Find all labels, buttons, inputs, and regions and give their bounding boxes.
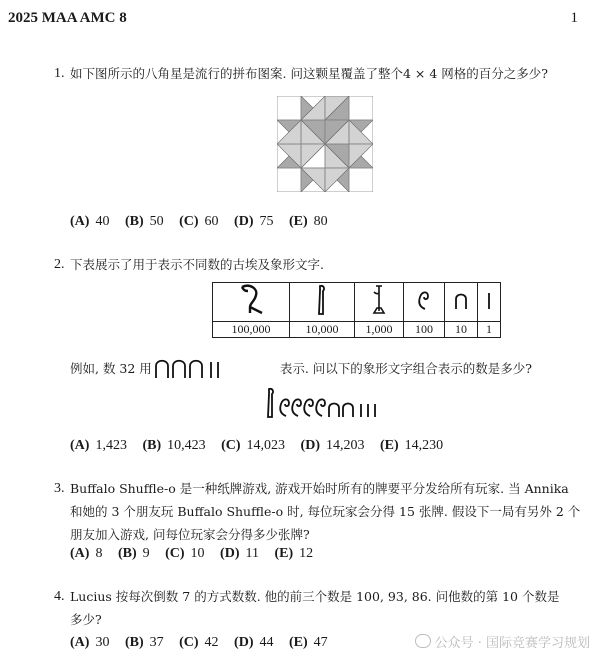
choice-d[interactable]: (D) 14,203 bbox=[300, 438, 365, 453]
answer-choices bbox=[70, 438, 455, 454]
choice-c[interactable]: (C) 42 bbox=[179, 635, 219, 650]
choice-a[interactable]: (A) 1,423 bbox=[70, 438, 127, 453]
choice-c[interactable]: (C) 10 bbox=[165, 546, 205, 561]
question-line-2: 和她的 3 个朋友玩 Buffalo Shuffle-o 时, 每位玩家会分得 15 张牌. 假设下一局有另外 2 个 bbox=[70, 504, 581, 519]
choice-b[interactable]: (B) 37 bbox=[124, 635, 164, 650]
question-number: 1. bbox=[54, 66, 65, 81]
question-line-2: 多少? bbox=[70, 612, 102, 627]
table-cell: 100,000 bbox=[213, 322, 290, 338]
answer-choices bbox=[70, 635, 340, 651]
example-32-hieroglyphs bbox=[153, 356, 235, 380]
question-hieroglyph-combination bbox=[264, 386, 388, 420]
lotus-symbol bbox=[213, 283, 290, 322]
watermark: 公众号 · 国际竞赛学习规划 bbox=[415, 632, 590, 651]
coil-symbol bbox=[404, 283, 445, 322]
choice-e[interactable]: (E) 47 bbox=[288, 635, 328, 650]
choice-d[interactable]: (D) 75 bbox=[234, 214, 274, 229]
question-number: 3. bbox=[54, 481, 65, 496]
choice-c[interactable]: (C) 60 bbox=[179, 214, 219, 229]
table-cell: 1 bbox=[478, 322, 501, 338]
question-text: 如下图所示的八角星是流行的拼布图案. 问这颗星覆盖了整个4 × 4 网格的百分之多少? bbox=[70, 66, 548, 81]
choice-e[interactable]: (E) 12 bbox=[274, 546, 314, 561]
lotus-flower-symbol bbox=[355, 283, 404, 322]
question-line-1: Buffalo Shuffle-o 是一种纸牌游戏, 游戏开始时所有的牌要平分发给所有玩家. 当 Annika bbox=[70, 481, 569, 496]
question-line-1: Lucius 按每次倒数 7 的方式数数. 他的前三个数是 100, 93, 86. 问他数的第 10 个数是 bbox=[70, 589, 560, 604]
hieroglyph-table bbox=[212, 282, 501, 338]
table-cell: 10,000 bbox=[290, 322, 355, 338]
question-number: 4. bbox=[54, 589, 65, 604]
question-number: 2. bbox=[54, 257, 65, 272]
stroke-symbol bbox=[478, 283, 501, 322]
wechat-icon bbox=[415, 634, 431, 648]
table-cell: 1,000 bbox=[355, 322, 404, 338]
star-grid-figure bbox=[277, 96, 373, 192]
choice-e[interactable]: (E) 14,230 bbox=[379, 438, 444, 453]
choice-d[interactable]: (D) 44 bbox=[234, 635, 274, 650]
answer-choices bbox=[70, 546, 325, 562]
choice-b[interactable]: (B) 9 bbox=[117, 546, 150, 561]
choice-e[interactable]: (E) 80 bbox=[288, 214, 328, 229]
choice-b[interactable]: (B) 50 bbox=[124, 214, 164, 229]
choice-a[interactable]: (A) 40 bbox=[70, 214, 110, 229]
example-text: 例如, 数 32 用 表示. 问以下的象形文字组合表示的数是多少? bbox=[70, 361, 532, 376]
choice-a[interactable]: (A) 30 bbox=[70, 635, 110, 650]
exam-title: 2025 MAA AMC 8 bbox=[8, 10, 127, 26]
question-text: 下表展示了用于表示不同数的古埃及象形文字. bbox=[70, 257, 324, 272]
finger-symbol bbox=[290, 283, 355, 322]
choice-a[interactable]: (A) 8 bbox=[70, 546, 103, 561]
table-cell: 10 bbox=[445, 322, 478, 338]
choice-d[interactable]: (D) 11 bbox=[220, 546, 259, 561]
page-number: 1 bbox=[570, 10, 578, 26]
answer-choices bbox=[70, 214, 340, 230]
choice-b[interactable]: (B) 10,423 bbox=[142, 438, 206, 453]
table-cell: 100 bbox=[404, 322, 445, 338]
heel-symbol bbox=[445, 283, 478, 322]
question-line-3: 朋友加入游戏, 问每位玩家会分得多少张牌? bbox=[70, 527, 310, 542]
choice-c[interactable]: (C) 14,023 bbox=[221, 438, 286, 453]
